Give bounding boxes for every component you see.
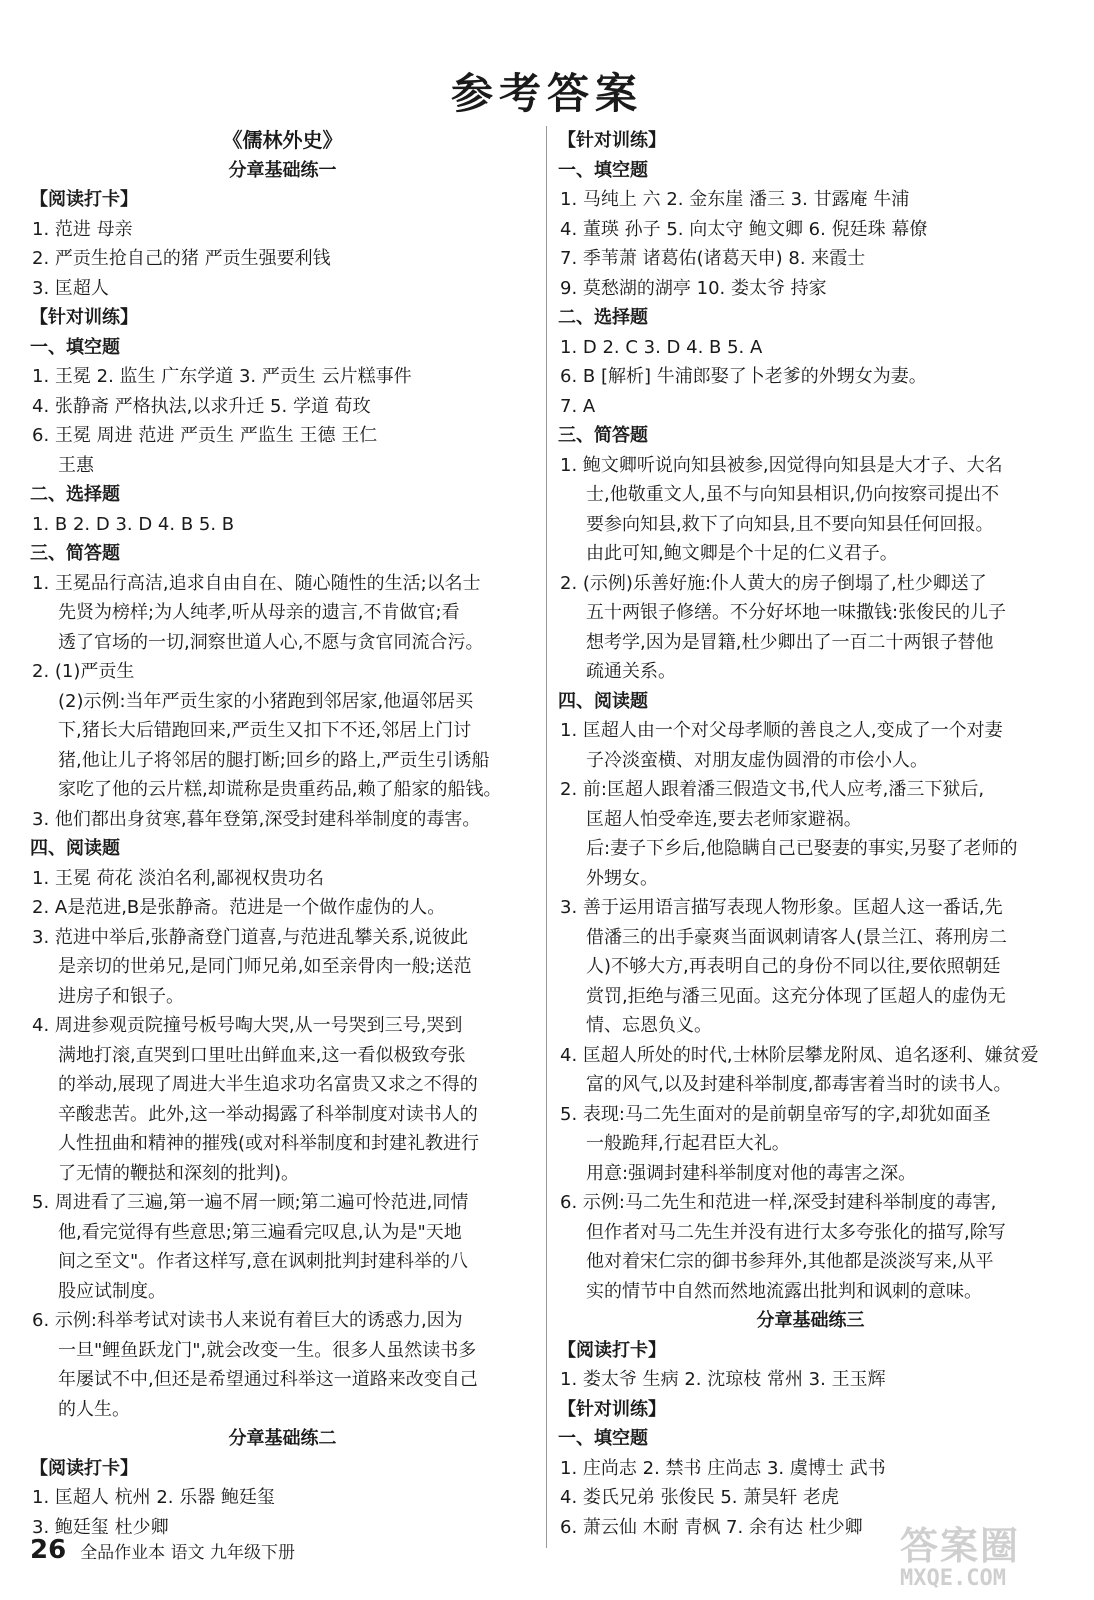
- answer-continuation: 辛酸悲苦。此外,这一举动揭露了科举制度对读书人的: [58, 1103, 478, 1125]
- answer-continuation: 间之至文"。作者这样写,意在讽刺批判封建科举的八: [58, 1251, 468, 1272]
- answer-line: 9. 莫愁湖的湖亭 10. 娄太爷 持家: [560, 277, 827, 299]
- chapter-heading: 分章基础练一: [228, 159, 337, 181]
- tag-heading: 【阅读打卡】: [30, 189, 138, 210]
- answer-continuation: 五十两银子修缮。不分好坏地一味撒钱:张俊民的儿子: [586, 602, 1007, 623]
- answer-continuation: 士,他敬重文人,虽不与向知县相识,仍向按察司提出不: [586, 484, 1000, 505]
- column-divider: [546, 126, 547, 1548]
- answer-line: 6. 示例:马二先生和范进一样,深受封建科举制度的毒害,: [560, 1192, 997, 1213]
- answer-line: 6. B [解析] 牛浦郎娶了卜老爹的外甥女为妻。: [560, 366, 927, 387]
- answer-line: 1. 马纯上 六 2. 金东崖 潘三 3. 甘露庵 牛浦: [560, 189, 910, 210]
- answer-continuation: 借潘三的出手豪爽当面讽刺请客人(景兰江、蒋刑房二: [586, 926, 1008, 948]
- answer-line: 2. 前:匡超人跟着潘三假造文书,代人应考,潘三下狱后,: [560, 779, 985, 800]
- answer-continuation: 的人生。: [58, 1398, 130, 1420]
- page-number: 26: [30, 1535, 67, 1565]
- answer-continuation: 用意:强调封建科举制度对他的毒害之深。: [586, 1162, 917, 1184]
- answer-continuation: 猪,他让儿子将邻居的腿打断;回乡的路上,严贡生引诱船: [58, 749, 490, 771]
- tag-heading: 【阅读打卡】: [558, 1339, 666, 1361]
- answer-line: 6. 王冕 周进 范进 严贡生 严监生 王德 王仁: [32, 425, 378, 446]
- book-title: 《儒林外史》: [222, 128, 343, 152]
- answer-continuation: 他,看完觉得有些意思;第三遍看完叹息,认为是"天地: [58, 1221, 462, 1243]
- answer-line: 1. 王冕 荷花 淡泊名利,鄙视权贵功名: [32, 867, 325, 889]
- answer-line: 1. 王冕 2. 监生 广东学道 3. 严贡生 云片糕事件: [32, 366, 412, 387]
- page-title: 参考答案: [450, 69, 643, 118]
- answer-line: 2. 严贡生抢自己的猪 严贡生强要利钱: [32, 248, 331, 269]
- answer-line: 4. 娄氏兄弟 张俊民 5. 萧昊轩 老虎: [560, 1487, 839, 1508]
- answer-line: 1. 鲍文卿听说向知县被参,因觉得向知县是大才子、大名: [560, 454, 1003, 476]
- answer-line: 1. 范进 母亲: [32, 218, 133, 240]
- answer-line: 1. D 2. C 3. D 4. B 5. A: [560, 336, 763, 358]
- answer-line: 4. 董瑛 孙子 5. 向太守 鲍文卿 6. 倪廷珠 幕僚: [560, 218, 928, 240]
- answer-line: 1. 匡超人由一个对父母孝顺的善良之人,变成了一个对妻: [560, 720, 1003, 741]
- answer-line: 5. 表现:马二先生面对的是前朝皇帝写的字,却犹如面圣: [560, 1103, 991, 1125]
- answer-continuation: 先贤为榜样;为人纯孝,听从母亲的遗言,不肯做官;看: [58, 602, 460, 623]
- answer-continuation: 了无情的鞭挞和深刻的批判)。: [58, 1162, 300, 1184]
- answer-line: 2. (示例)乐善好施:仆人黄大的房子倒塌了,杜少卿送了: [560, 572, 987, 594]
- answer-continuation: 王惠: [58, 454, 94, 476]
- chapter-heading: 分章基础练二: [228, 1428, 337, 1449]
- section-heading: 四、阅读题: [558, 690, 648, 712]
- tag-heading: 【阅读打卡】: [30, 1457, 138, 1479]
- answer-line: 4. 匡超人所处的时代,士林阶层攀龙附凤、追名逐利、嫌贫爱: [560, 1044, 1039, 1066]
- answer-continuation: 子冷淡蛮横、对朋友虚伪圆滑的市侩小人。: [586, 749, 928, 771]
- answer-line: 4. 周进参观贡院撞号板号啕大哭,从一号哭到三号,哭到: [32, 1015, 463, 1036]
- answer-continuation: 后:妻子下乡后,他隐瞒自己已娶妻的事实,另娶了老师的: [586, 838, 1018, 859]
- answer-continuation: 情、忘恩负义。: [586, 1015, 712, 1036]
- answer-continuation: 满地打滚,直哭到口里吐出鲜血来,这一看似极致夸张: [58, 1044, 466, 1066]
- answer-continuation: 家吃了他的云片糕,却谎称是贵重药品,赖了船家的船钱。: [58, 779, 502, 800]
- section-heading: 二、选择题: [558, 307, 648, 328]
- watermark-logo: 答案圈: [900, 1524, 1021, 1568]
- section-heading: 一、填空题: [30, 336, 120, 358]
- answer-continuation: 要参向知县,救下了向知县,且不要向知县任何回报。: [586, 513, 994, 535]
- answer-continuation: 股应试制度。: [58, 1280, 166, 1302]
- answer-continuation: 外甥女。: [586, 867, 658, 889]
- answer-continuation: 由此可知,鲍文卿是个十足的仁义君子。: [586, 543, 898, 564]
- answer-continuation: 赏罚,拒绝与潘三见面。这充分体现了匡超人的虚伪无: [586, 985, 1006, 1007]
- answer-continuation: 一旦"鲤鱼跃龙门",就会改变一生。很多人虽然读书多: [58, 1339, 477, 1361]
- answer-line: 1. 庄尚志 2. 禁书 庄尚志 3. 虞博士 武书: [560, 1457, 886, 1479]
- answer-continuation: 富的风气,以及封建科举制度,都毒害着当时的读书人。: [586, 1074, 1012, 1095]
- answer-continuation: 透了官场的一切,洞察世道人心,不愿与贪官同流合污。: [58, 631, 484, 653]
- answer-continuation: 人)不够大方,再表明自己的身份不同以往,要依照朝廷: [586, 956, 1001, 977]
- answer-line: 1. 王冕品行高洁,追求自由自在、随心随性的生活;以名士: [32, 572, 481, 594]
- footer-book-info: 全品作业本 语文 九年级下册: [80, 1543, 295, 1563]
- left-column: [30, 126, 535, 1542]
- answer-line: 3. 匡超人: [32, 277, 109, 299]
- answer-line: 3. 善于运用语言描写表现人物形象。匡超人这一番话,先: [560, 897, 1003, 918]
- answer-continuation: 想考学,因为是冒籍,杜少卿出了一百二十两银子替他: [586, 631, 994, 653]
- answer-line: 3. 范进中举后,张静斋登门道喜,与范进乱攀关系,说彼此: [32, 926, 469, 948]
- right-column: [558, 126, 1063, 1542]
- section-heading: 四、阅读题: [30, 838, 120, 859]
- answer-continuation: 是亲切的世弟兄,是同门师兄弟,如至亲骨肉一般;送范: [58, 956, 472, 977]
- answer-continuation: 年屡试不中,但还是希望通过科举这一道路来改变自己: [58, 1369, 478, 1390]
- answer-line: 1. 匡超人 杭州 2. 乐器 鲍廷玺: [32, 1487, 275, 1508]
- watermark: [900, 1515, 1080, 1595]
- answer-continuation: (2)示例:当年严贡生家的小猪跑到邻居家,他逼邻居买: [58, 690, 474, 712]
- tag-heading: 【针对训练】: [30, 307, 138, 328]
- answer-line: 1. 娄太爷 生病 2. 沈琼枝 常州 3. 王玉辉: [560, 1369, 886, 1390]
- section-heading: 一、填空题: [558, 159, 648, 181]
- answer-continuation: 疏通关系。: [586, 661, 676, 682]
- answer-line: 1. B 2. D 3. D 4. B 5. B: [32, 513, 235, 535]
- answer-line: 6. 萧云仙 木耐 青枫 7. 余有达 杜少卿: [560, 1516, 863, 1538]
- answer-continuation: 一般跪拜,行起君臣大礼。: [586, 1133, 790, 1154]
- section-heading: 二、选择题: [30, 484, 120, 505]
- tag-heading: 【针对训练】: [558, 1398, 666, 1420]
- answer-line: 5. 周进看了三遍,第一遍不屑一顾;第二遍可怜范进,同情: [32, 1192, 469, 1213]
- answer-line: 2. (1)严贡生: [32, 661, 135, 682]
- answer-line: 3. 他们都出身贫寒,暮年登第,深受封建科举制度的毒害。: [32, 808, 481, 830]
- page-footer: [30, 1535, 295, 1571]
- answer-line: 4. 张静斋 严格执法,以求升迁 5. 学道 荀玫: [32, 395, 371, 417]
- answer-continuation: 进房子和银子。: [58, 985, 184, 1007]
- answer-line: 6. 示例:科举考试对读书人来说有着巨大的诱惑力,因为: [32, 1310, 463, 1331]
- answer-continuation: 他对着宋仁宗的御书参拜外,其他都是淡淡写来,从平: [586, 1251, 994, 1272]
- section-heading: 三、简答题: [558, 425, 648, 446]
- tag-heading: 【针对训练】: [558, 130, 666, 151]
- answer-line: 3. 鲍廷玺 杜少卿: [32, 1516, 169, 1538]
- answer-continuation: 人性扭曲和精神的摧残(或对科举制度和封建礼教进行: [58, 1133, 480, 1154]
- section-heading: 一、填空题: [558, 1428, 648, 1449]
- answer-line: 7. 季苇萧 诸葛佑(诸葛天申) 8. 来霞士: [560, 248, 866, 269]
- watermark-url: MXQE.COM: [900, 1566, 1006, 1591]
- answer-continuation: 下,猪长大后错跑回来,严贡生又扣下不还,邻居上门讨: [58, 720, 472, 741]
- answer-continuation: 匡超人怕受牵连,要去老师家避祸。: [586, 808, 862, 830]
- answer-continuation: 的举动,展现了周进大半生追求功名富贵又求之不得的: [58, 1074, 478, 1095]
- chapter-heading: 分章基础练三: [756, 1310, 865, 1331]
- answer-continuation: 但作者对马二先生并没有进行太多夸张化的描写,除写: [586, 1221, 1006, 1243]
- answer-line: 2. A是范进,B是张静斋。范进是一个做作虚伪的人。: [32, 897, 446, 918]
- section-heading: 三、简答题: [30, 543, 120, 564]
- answer-line: 7. A: [560, 395, 596, 417]
- answer-continuation: 实的情节中自然而然地流露出批判和讽刺的意味。: [586, 1280, 982, 1302]
